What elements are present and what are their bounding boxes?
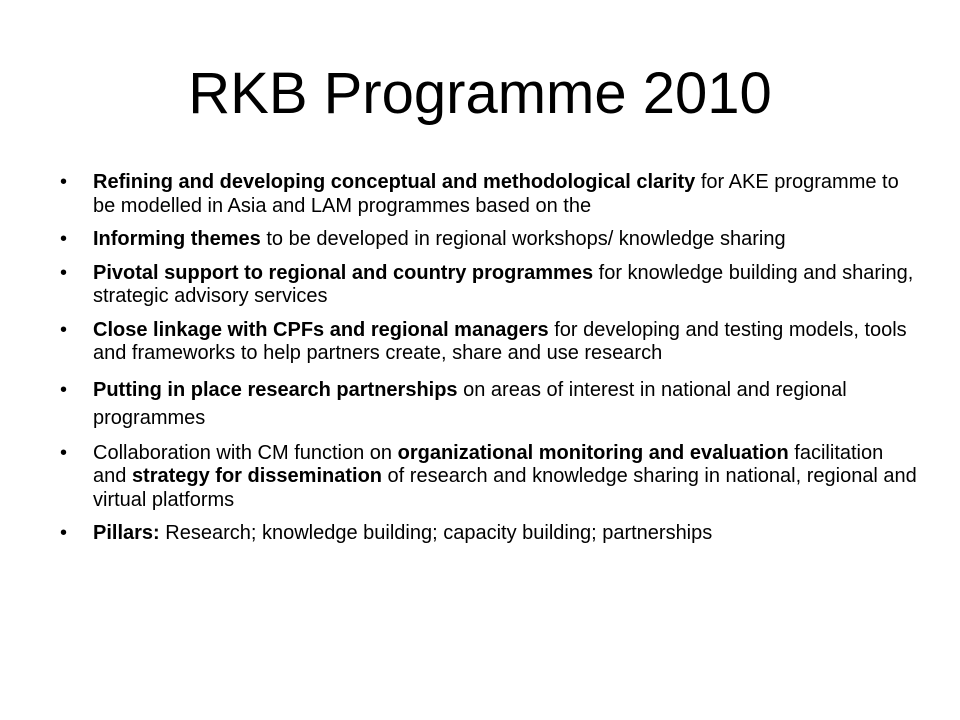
bullet-dot-icon: • bbox=[60, 441, 68, 464]
bullet-text-bold: Putting in place research partnerships bbox=[93, 378, 458, 401]
bullet-dot-icon: • bbox=[60, 378, 68, 401]
bullet-text: to be developed in regional workshops/ knowledge sharing bbox=[260, 228, 786, 250]
bullet-dot-icon: • bbox=[60, 171, 68, 193]
bullet-text-bold: Refining and developing conceptual and methodological clarity bbox=[93, 171, 696, 193]
bullet-text: Research; knowledge building; capacity building; partnerships bbox=[159, 522, 713, 544]
bullet-dot-icon: • bbox=[60, 522, 68, 544]
bullet-item-pillars bbox=[60, 522, 920, 546]
bullet-item-collaboration bbox=[60, 442, 920, 513]
bullet-text: on areas of interest in national and regional programmes bbox=[93, 378, 847, 429]
bullet-text: for knowledge building and sharing, strategic advisory services bbox=[93, 261, 914, 307]
bullet-text: of research and knowledge sharing in national, regional and virtual platforms bbox=[93, 465, 917, 511]
bullet-text: for developing and testing models, tools and frameworks to help partners create, share and use research bbox=[93, 318, 907, 364]
bullet-text: for AKE programme to be modelled in Asia and LAM programmes based on the bbox=[93, 171, 899, 217]
bullet-dot-icon: • bbox=[60, 228, 68, 250]
bullet-text-bold: Pivotal support to regional and country programmes bbox=[93, 261, 594, 284]
bullet-text-bold: Close linkage with CPFs and regional managers bbox=[93, 318, 549, 341]
slide-title: RKB Programme 2010 bbox=[188, 61, 772, 126]
bullet-text-bold: Informing themes bbox=[93, 228, 261, 250]
bullet-item-refining bbox=[60, 171, 920, 218]
bullet-list bbox=[60, 171, 920, 556]
bullet-text-bold: Pillars: bbox=[93, 522, 160, 544]
bullet-text: facilitation and bbox=[93, 441, 884, 487]
bullet-item-informing-themes bbox=[60, 228, 920, 252]
bullet-text: Collaboration with CM function on bbox=[93, 441, 398, 464]
bullet-item-close-linkage bbox=[60, 319, 920, 366]
bullet-item-research-partnerships bbox=[60, 376, 920, 432]
bullet-text-bold: strategy for dissemination bbox=[131, 465, 382, 487]
bullet-dot-icon: • bbox=[60, 318, 68, 341]
bullet-item-pivotal-support bbox=[60, 262, 920, 309]
bullet-text-bold: organizational monitoring and evaluation bbox=[397, 441, 789, 464]
bullet-dot-icon: • bbox=[60, 261, 68, 284]
